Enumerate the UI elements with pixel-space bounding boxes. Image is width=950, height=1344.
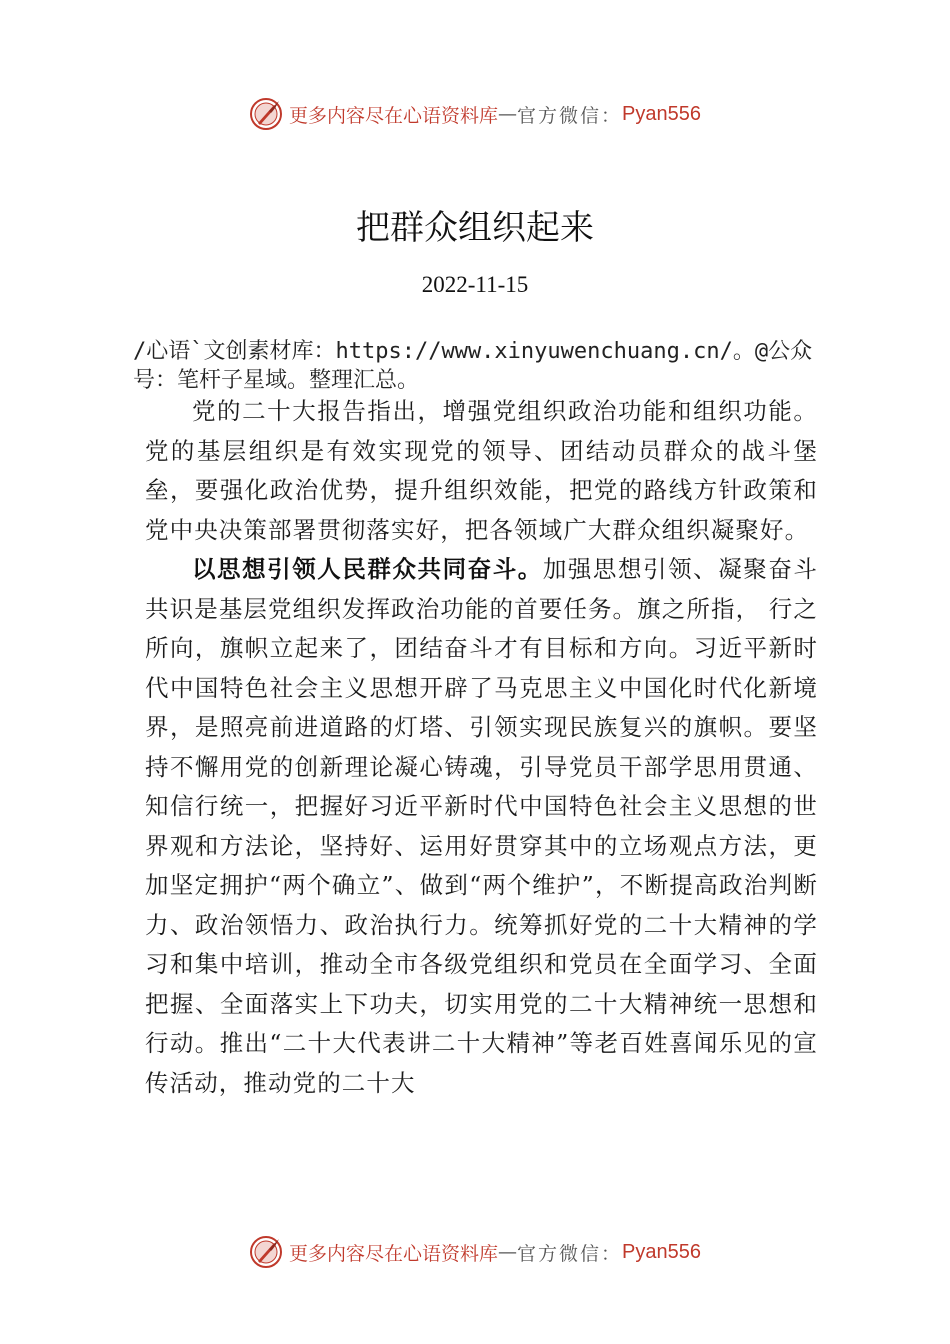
article-body — [145, 392, 818, 1103]
banner-wechat-id: Pyan556 — [622, 1240, 701, 1263]
paragraph-2 — [145, 550, 818, 1103]
paragraph-2-lead: 以思想引领人民群众共同奋斗。 — [192, 555, 543, 583]
quill-pen-seal-icon — [249, 97, 283, 131]
banner-wechat-label: 官方微信： — [517, 1242, 623, 1265]
banner-dash: — — [498, 103, 518, 125]
quill-pen-seal-icon — [249, 1235, 283, 1269]
banner-text: 更多内容尽在心语资料库 — [289, 104, 499, 127]
source-note: /心语`文创素材库：https://www.xinyuwenchuang.cn/。@公众号：笔杆子星域。整理汇总。 — [133, 339, 813, 393]
banner-dash: — — [498, 1241, 518, 1263]
header-banner — [0, 94, 950, 134]
paragraph-2-body: 加强思想引领、凝聚奋斗共识是基层党组织发挥政治功能的首要任务。旗之所指， 行之所向，旗帜立起来了，团结奋斗才有目标和方向。习近平新时代中国特色社会主义思想开辟了马克思主义中国化时代化新境界，是照亮前进道路的灯塔、引领实现民族复兴的旗帜。要坚持不懈用党的创新理论凝心铸魂，引导党员干部学思用贯通、知信行统一，把握好习近平新时代中国特色社会主义思想的世界观和方法论，坚持好、运用好贯穿其中的立场观点方法，更加坚定拥护“两个确立”、做到“两个维护”，不断提高政治判断力、政治领悟力、政治执行力。统筹抓好党的二十大精神的学习和集中培训，推动全市各级党组织和党员在全面学习、全面把握、全面落实上下功夫，切实用党的二十大精神统一思想和行动。推出“二十大代表讲二十大精神”等老百姓喜闻乐见的宣传活动，推动党的二十大 — [145, 555, 818, 1097]
banner-wechat-label: 官方微信： — [517, 104, 623, 127]
footer-banner — [0, 1232, 950, 1272]
article-date: 2022-11-15 — [421, 272, 529, 297]
article-title: 把群众组织起来 — [356, 208, 594, 248]
banner-wechat-id: Pyan556 — [622, 102, 701, 125]
banner-text: 更多内容尽在心语资料库 — [289, 1242, 499, 1265]
paragraph-1: 党的二十大报告指出，增强党组织政治功能和组织功能。党的基层组织是有效实现党的领导、团结动员群众的战斗堡垒，要强化政治优势，提升组织效能，把党的路线方针政策和党中央决策部署贯彻落实好，把各领域广大群众组织凝聚好。 — [145, 397, 818, 544]
